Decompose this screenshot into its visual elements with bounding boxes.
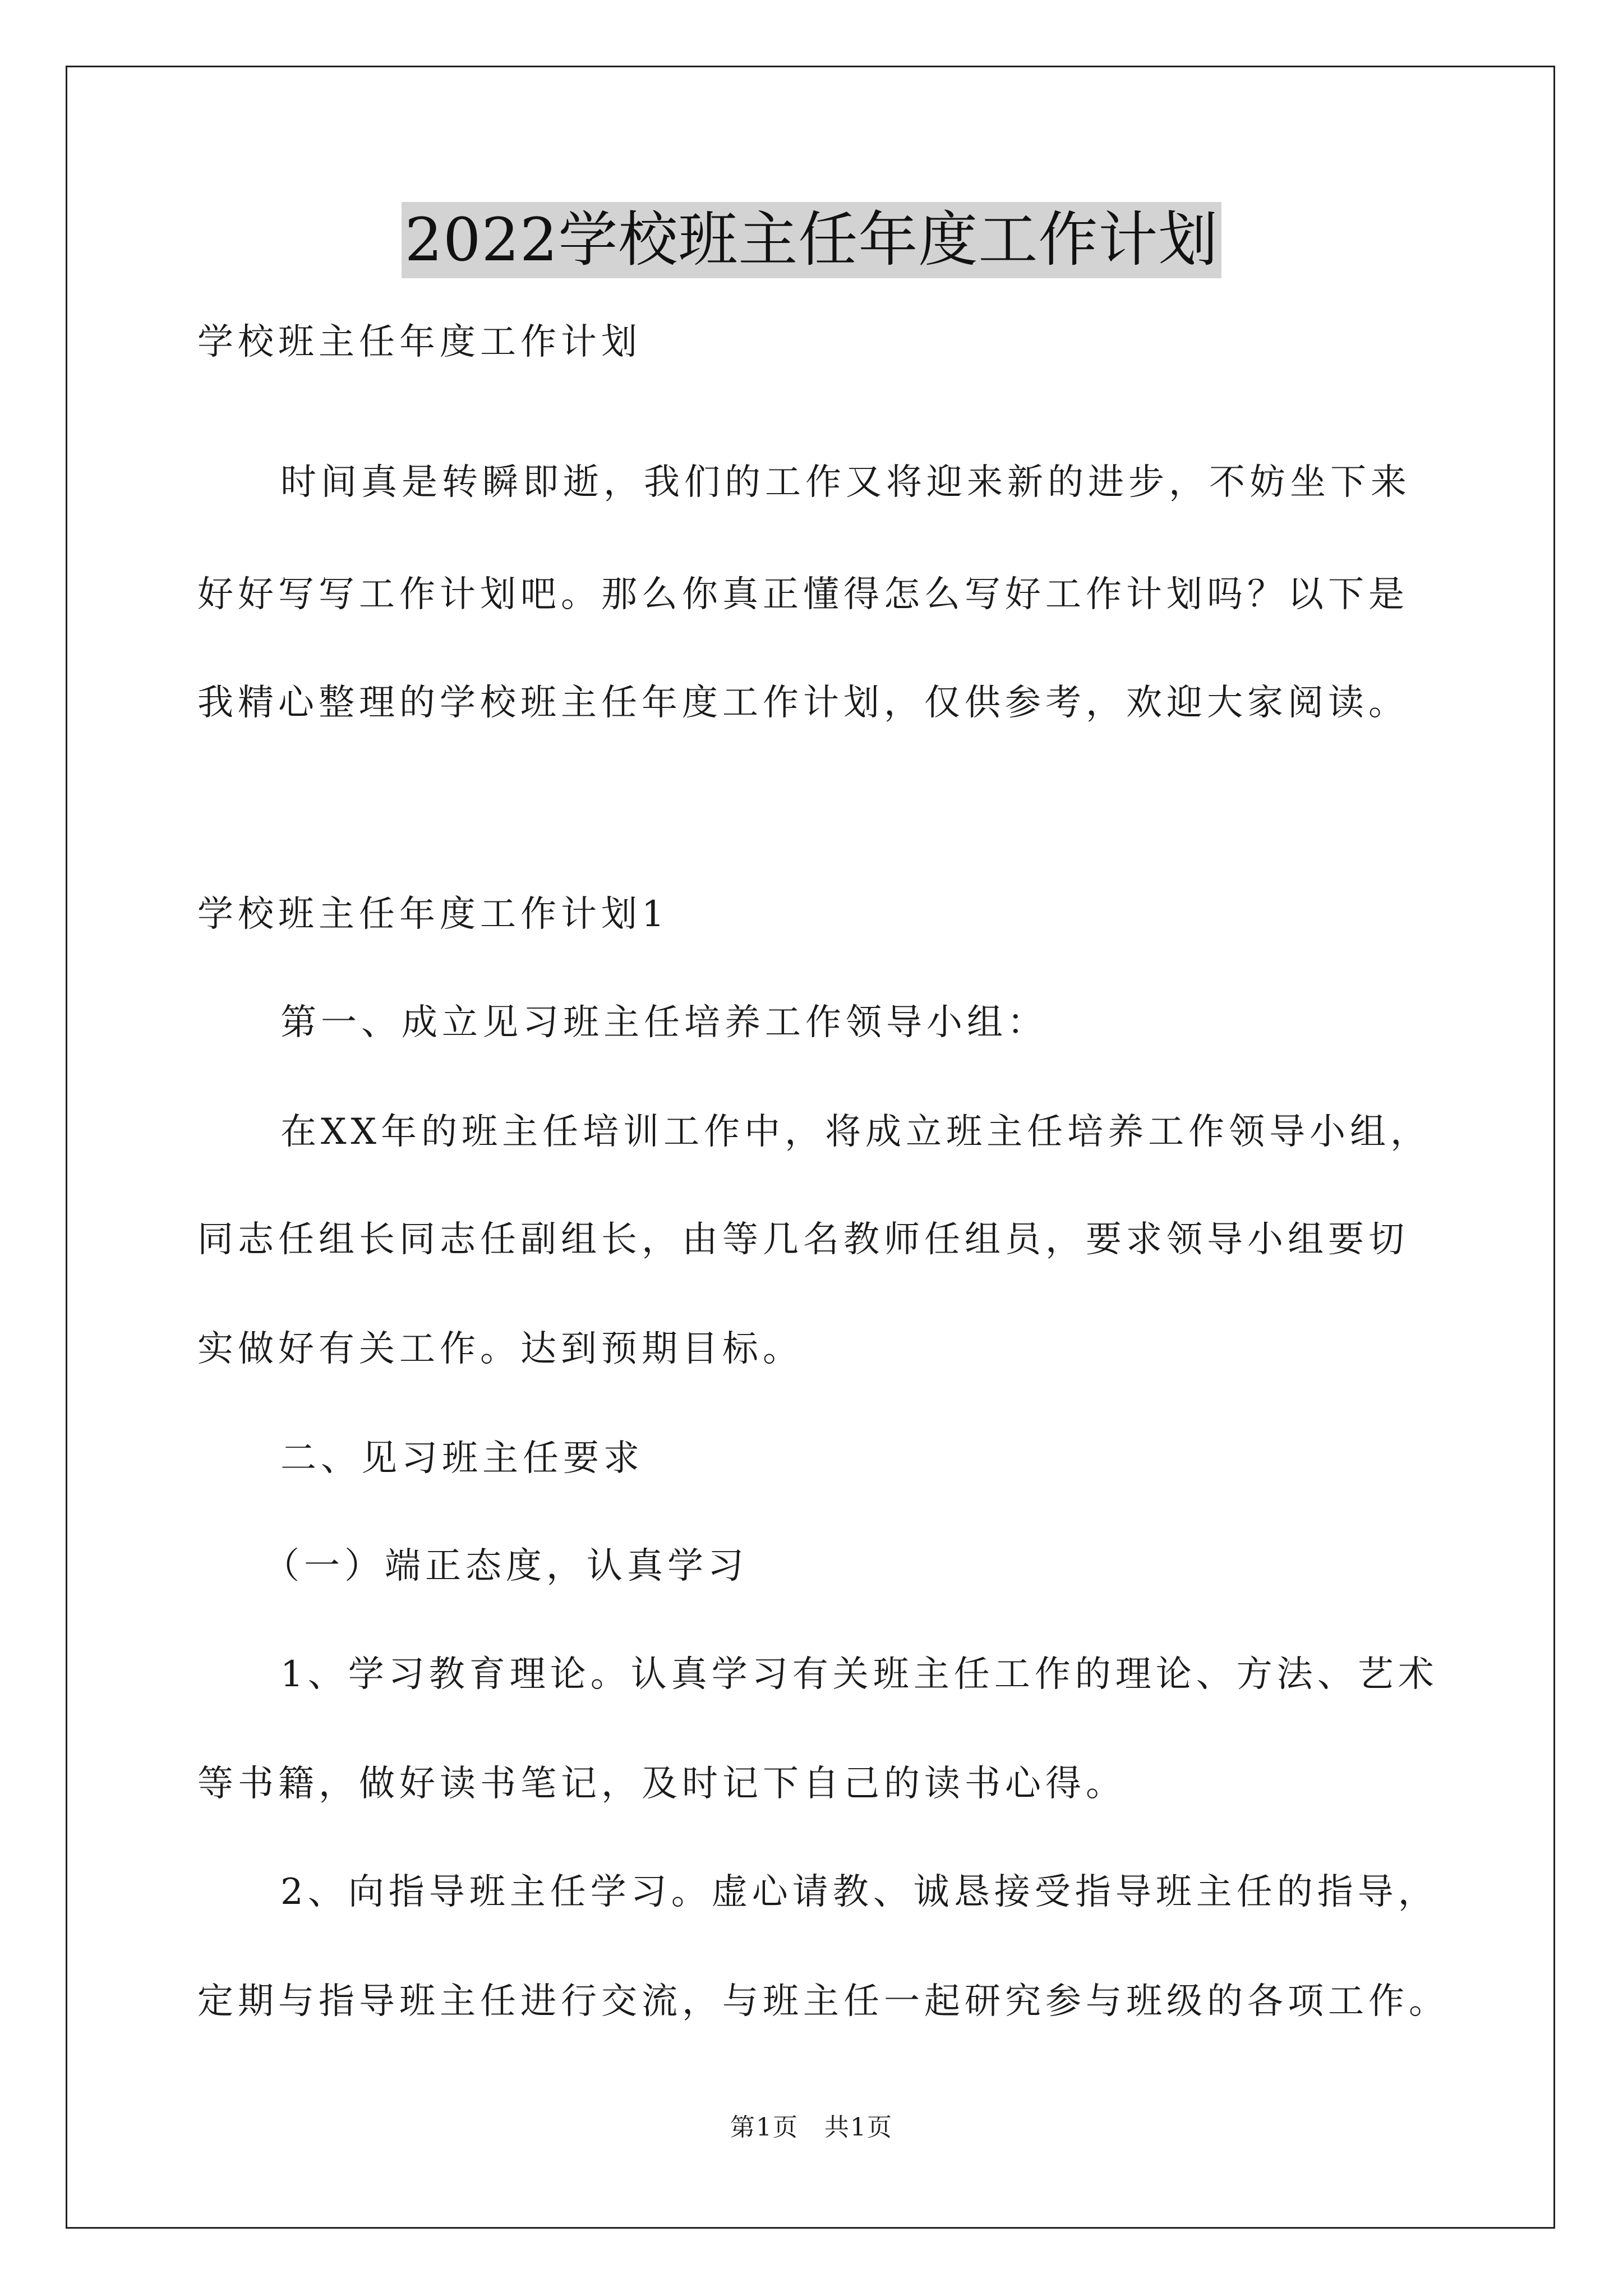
body-line: 定期与指导班主任进行交流，与班主任一起研究参与班级的各项工作。	[197, 1981, 1449, 2022]
body-line: 2、向指导班主任学习。虚心请教、诚恳接受指导班主任的指导，	[280, 1871, 1438, 1913]
body-line: 实做好有关工作。达到预期目标。	[197, 1328, 803, 1370]
document-title: 2022学校班主任年度工作计划	[402, 202, 1222, 278]
body-line: 同志任组长同志任副组长，由等几名教师任组员，要求领导小组要切	[197, 1219, 1409, 1260]
body-line: （一）端正态度，认真学习	[264, 1545, 748, 1587]
body-line: 在XX年的班主任培训工作中，将成立班主任培养工作领导小组，	[280, 1111, 1431, 1153]
body-line: 等书籍，做好读书笔记，及时记下自己的读书心得。	[197, 1763, 1126, 1805]
section-heading: 学校班主任年度工作计划1	[197, 894, 669, 935]
body-line: 1、学习教育理论。认真学习有关班主任工作的理论、方法、艺术	[280, 1654, 1438, 1695]
body-line: 二、见习班主任要求	[280, 1438, 644, 1479]
body-line: 时间真是转瞬即逝，我们的工作又将迎来新的进步，不妨坐下来	[280, 462, 1411, 503]
page-number: 第1页 共1页	[730, 2113, 893, 2142]
subtitle-line: 学校班主任年度工作计划	[197, 321, 642, 363]
body-line: 好好写写工作计划吧。那么你真正懂得怎么写好工作计划吗？以下是	[197, 574, 1409, 615]
body-line: 第一、成立见习班主任培养工作领导小组：	[280, 1002, 1048, 1043]
body-line: 我精心整理的学校班主任年度工作计划，仅供参考，欢迎大家阅读。	[197, 682, 1409, 724]
title-container	[0, 202, 1623, 278]
